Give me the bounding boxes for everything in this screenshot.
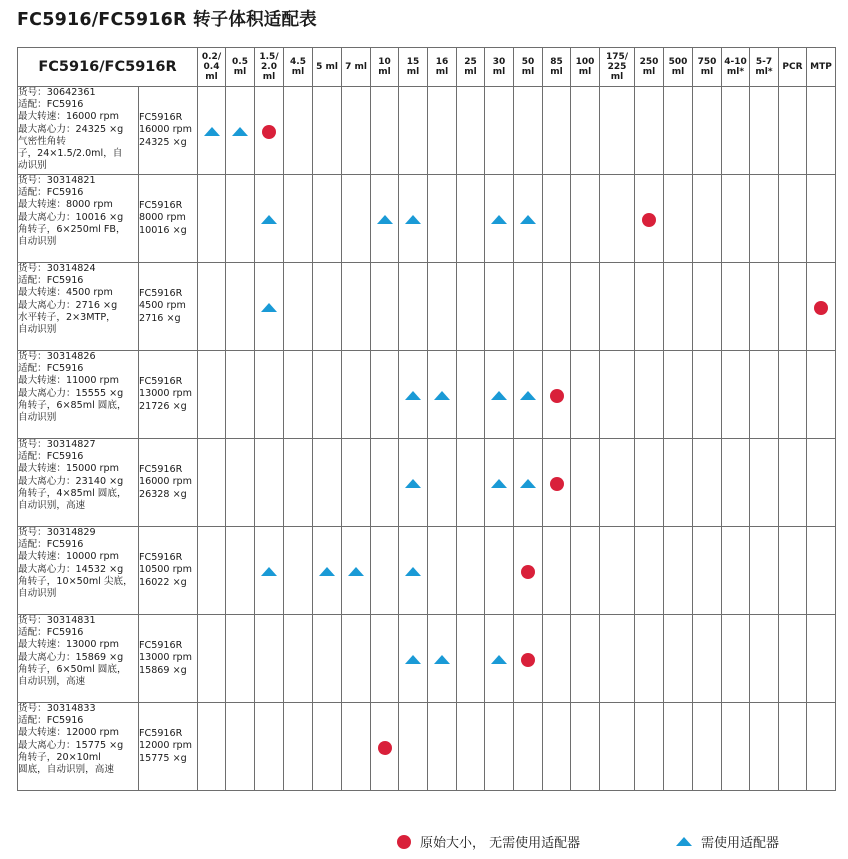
rotor-description: 货号：30314827 适配：FC5916 最大转速：15000 rpm 最大离心力：23140 ×g 角转子，4×85ml 圆底， 自动识别，高速 <box>18 439 139 527</box>
compat-cell <box>514 615 543 703</box>
compat-cell <box>255 175 284 263</box>
compat-cell <box>255 527 284 615</box>
table-row <box>18 615 836 703</box>
compat-cell <box>600 615 635 703</box>
compat-cell <box>399 351 428 439</box>
compat-cell <box>198 527 226 615</box>
compat-cell <box>543 703 571 791</box>
compat-cell <box>313 263 342 351</box>
compat-cell <box>255 615 284 703</box>
compat-cell <box>428 175 457 263</box>
compat-cell <box>428 351 457 439</box>
compat-cell <box>198 703 226 791</box>
compat-cell <box>693 351 722 439</box>
blue-triangle-icon <box>204 127 220 136</box>
compat-cell <box>779 527 807 615</box>
model-spec: FC5916R 13000 rpm 15869 ×g <box>139 615 198 703</box>
compat-cell <box>722 263 750 351</box>
compat-cell <box>571 527 600 615</box>
compat-cell <box>399 439 428 527</box>
compat-cell <box>722 351 750 439</box>
table-row <box>18 703 836 791</box>
blue-triangle-icon <box>377 215 393 224</box>
compat-cell <box>284 87 313 175</box>
compat-cell <box>255 87 284 175</box>
volume-header: 30 ml <box>485 48 514 87</box>
compat-cell <box>284 263 313 351</box>
red-dot-icon <box>550 477 564 491</box>
compat-cell <box>543 175 571 263</box>
compat-cell <box>371 439 399 527</box>
compat-cell <box>722 615 750 703</box>
compat-cell <box>722 87 750 175</box>
compat-cell <box>543 87 571 175</box>
compat-cell <box>342 615 371 703</box>
compat-cell <box>399 527 428 615</box>
model-spec: FC5916R 8000 rpm 10016 ×g <box>139 175 198 263</box>
compat-cell <box>255 439 284 527</box>
compat-cell <box>543 351 571 439</box>
legend-tri-label: 需使用适配器 <box>701 836 780 851</box>
compat-cell <box>342 87 371 175</box>
compat-cell <box>543 527 571 615</box>
blue-triangle-icon <box>405 391 421 400</box>
compat-cell <box>571 175 600 263</box>
compat-cell <box>428 615 457 703</box>
compat-cell <box>779 615 807 703</box>
compat-cell <box>779 87 807 175</box>
compat-cell <box>750 439 779 527</box>
compat-cell <box>371 351 399 439</box>
compat-cell <box>399 703 428 791</box>
compat-cell <box>342 175 371 263</box>
compat-cell <box>693 87 722 175</box>
volume-header: 750 ml <box>693 48 722 87</box>
model-spec: FC5916R 12000 rpm 15775 ×g <box>139 703 198 791</box>
volume-header: MTP <box>807 48 836 87</box>
blue-triangle-icon <box>434 655 450 664</box>
page-title: FC5916/FC5916R 转子体积适配表 <box>17 10 317 30</box>
compat-cell <box>600 703 635 791</box>
compat-cell <box>514 527 543 615</box>
volume-header: 25 ml <box>457 48 485 87</box>
compat-cell <box>693 175 722 263</box>
compat-cell <box>693 439 722 527</box>
rotor-description: 货号：30314821 适配：FC5916 最大转速：8000 rpm 最大离心力：10016 ×g 角转子，6×250ml FB， 自动识别 <box>18 175 139 263</box>
volume-header: 5-7 ml* <box>750 48 779 87</box>
rotor-description: 货号：30314829 适配：FC5916 最大转速：10000 rpm 最大离心力：14532 ×g 角转子，10×50ml 尖底， 自动识别 <box>18 527 139 615</box>
compat-cell <box>428 263 457 351</box>
compat-cell <box>313 615 342 703</box>
compat-cell <box>664 175 693 263</box>
blue-triangle-icon <box>348 567 364 576</box>
blue-triangle-icon <box>520 215 536 224</box>
compat-cell <box>399 615 428 703</box>
compat-cell <box>198 615 226 703</box>
compat-cell <box>664 351 693 439</box>
compat-cell <box>750 527 779 615</box>
blue-triangle-icon <box>405 479 421 488</box>
compat-cell <box>399 87 428 175</box>
compat-cell <box>693 263 722 351</box>
compat-cell <box>342 439 371 527</box>
volume-header: 15 ml <box>399 48 428 87</box>
compat-cell <box>313 351 342 439</box>
compat-cell <box>664 527 693 615</box>
compat-cell <box>750 351 779 439</box>
compat-cell <box>635 175 664 263</box>
blue-triangle-icon <box>319 567 335 576</box>
volume-header: 100 ml <box>571 48 600 87</box>
table-row <box>18 351 836 439</box>
compat-cell <box>313 527 342 615</box>
rotor-description: 货号：30642361 适配：FC5916 最大转速：16000 rpm 最大离心力：24325 ×g 气密性角转 子，24×1.5/2.0ml，自 动识别 <box>18 87 139 175</box>
compat-cell <box>807 439 836 527</box>
compat-cell <box>514 703 543 791</box>
blue-triangle-icon <box>491 215 507 224</box>
compat-cell <box>485 703 514 791</box>
compat-cell <box>600 351 635 439</box>
compat-cell <box>226 263 255 351</box>
compat-cell <box>485 439 514 527</box>
compat-cell <box>514 263 543 351</box>
compat-cell <box>198 351 226 439</box>
compat-cell <box>807 175 836 263</box>
volume-header: 4.5 ml <box>284 48 313 87</box>
compat-cell <box>600 87 635 175</box>
compat-cell <box>750 87 779 175</box>
compat-cell <box>226 703 255 791</box>
compat-cell <box>664 87 693 175</box>
compat-cell <box>485 87 514 175</box>
blue-triangle-icon <box>405 215 421 224</box>
model-spec: FC5916R 10500 rpm 16022 ×g <box>139 527 198 615</box>
blue-triangle-icon <box>520 479 536 488</box>
compat-cell <box>371 615 399 703</box>
red-dot-icon <box>550 389 564 403</box>
compat-cell <box>457 703 485 791</box>
compat-cell <box>313 439 342 527</box>
compat-cell <box>600 439 635 527</box>
compat-cell <box>779 351 807 439</box>
blue-triangle-icon <box>491 479 507 488</box>
compat-cell <box>571 351 600 439</box>
compat-cell <box>722 175 750 263</box>
compat-cell <box>779 175 807 263</box>
compat-cell <box>722 527 750 615</box>
compat-cell <box>514 87 543 175</box>
compat-cell <box>313 87 342 175</box>
table-row <box>18 439 836 527</box>
compat-cell <box>342 351 371 439</box>
compat-cell <box>635 351 664 439</box>
rotor-description: 货号：30314831 适配：FC5916 最大转速：13000 rpm 最大离心力：15869 ×g 角转子，6×50ml 圆底， 自动识别，高速 <box>18 615 139 703</box>
compat-cell <box>693 527 722 615</box>
compat-cell <box>485 351 514 439</box>
compat-cell <box>635 439 664 527</box>
compat-cell <box>779 439 807 527</box>
rotor-compatibility-table <box>17 47 836 791</box>
compat-cell <box>457 351 485 439</box>
compat-cell <box>750 703 779 791</box>
compat-cell <box>600 175 635 263</box>
rotor-description: 货号：30314826 适配：FC5916 最大转速：11000 rpm 最大离心力：15555 ×g 角转子，6×85ml 圆底， 自动识别 <box>18 351 139 439</box>
blue-triangle-icon <box>405 655 421 664</box>
compat-cell <box>635 527 664 615</box>
compat-cell <box>664 703 693 791</box>
compat-cell <box>807 87 836 175</box>
compat-cell <box>428 703 457 791</box>
volume-header: 1.5/ 2.0 ml <box>255 48 284 87</box>
compat-cell <box>198 87 226 175</box>
compat-cell <box>198 175 226 263</box>
compat-cell <box>571 263 600 351</box>
compat-cell <box>457 87 485 175</box>
blue-triangle-icon <box>520 391 536 400</box>
compat-cell <box>807 703 836 791</box>
table-row <box>18 87 836 175</box>
volume-header: PCR <box>779 48 807 87</box>
compat-cell <box>371 703 399 791</box>
compat-cell <box>198 263 226 351</box>
compat-cell <box>664 615 693 703</box>
compat-cell <box>371 263 399 351</box>
volume-header: 16 ml <box>428 48 457 87</box>
compat-cell <box>255 703 284 791</box>
compat-cell <box>635 703 664 791</box>
compat-cell <box>226 175 255 263</box>
compat-cell <box>457 527 485 615</box>
compat-cell <box>514 351 543 439</box>
compat-cell <box>313 703 342 791</box>
compat-cell <box>543 615 571 703</box>
compat-cell <box>342 527 371 615</box>
volume-header: 0.2/ 0.4 ml <box>198 48 226 87</box>
model-spec: FC5916R 4500 rpm 2716 ×g <box>139 263 198 351</box>
blue-triangle-icon <box>261 215 277 224</box>
compat-cell <box>635 263 664 351</box>
compat-cell <box>457 263 485 351</box>
compat-cell <box>543 439 571 527</box>
compat-cell <box>428 527 457 615</box>
blue-triangle-icon <box>261 303 277 312</box>
compat-cell <box>779 263 807 351</box>
compat-cell <box>457 615 485 703</box>
blue-triangle-icon <box>261 567 277 576</box>
red-dot-icon <box>262 125 276 139</box>
blue-triangle-icon <box>491 391 507 400</box>
compat-cell <box>600 527 635 615</box>
volume-header: 0.5 ml <box>226 48 255 87</box>
legend-original-size <box>397 832 580 851</box>
compat-cell <box>226 351 255 439</box>
red-dot-icon <box>814 301 828 315</box>
compat-cell <box>571 439 600 527</box>
compat-cell <box>514 175 543 263</box>
compat-cell <box>543 263 571 351</box>
volume-header: 250 ml <box>635 48 664 87</box>
compat-cell <box>693 703 722 791</box>
compat-cell <box>284 703 313 791</box>
blue-triangle-icon <box>676 837 692 846</box>
compat-cell <box>399 263 428 351</box>
blue-triangle-icon <box>434 391 450 400</box>
red-dot-icon <box>397 835 411 849</box>
compat-cell <box>428 87 457 175</box>
compat-cell <box>750 175 779 263</box>
table-row <box>18 175 836 263</box>
compat-cell <box>750 615 779 703</box>
compat-cell <box>571 87 600 175</box>
compat-cell <box>693 615 722 703</box>
compat-cell <box>807 263 836 351</box>
volume-header: 50 ml <box>514 48 543 87</box>
compat-cell <box>226 615 255 703</box>
volume-header: 175/ 225 ml <box>600 48 635 87</box>
compat-cell <box>284 527 313 615</box>
red-dot-icon <box>642 213 656 227</box>
blue-triangle-icon <box>405 567 421 576</box>
compat-cell <box>226 439 255 527</box>
compat-cell <box>485 175 514 263</box>
model-spec: FC5916R 16000 rpm 26328 ×g <box>139 439 198 527</box>
red-dot-icon <box>521 565 535 579</box>
compat-cell <box>371 87 399 175</box>
compat-cell <box>226 87 255 175</box>
compat-cell <box>198 439 226 527</box>
volume-header: 5 ml <box>313 48 342 87</box>
table-row <box>18 263 836 351</box>
compat-cell <box>485 527 514 615</box>
compat-cell <box>779 703 807 791</box>
legend-dot-label: 原始大小， 无需使用适配器 <box>420 836 581 851</box>
compat-cell <box>342 703 371 791</box>
volume-header: 85 ml <box>543 48 571 87</box>
compat-cell <box>284 351 313 439</box>
compat-cell <box>635 87 664 175</box>
legend-adapter-required <box>676 832 779 851</box>
compat-cell <box>284 615 313 703</box>
compat-cell <box>371 175 399 263</box>
volume-header: 500 ml <box>664 48 693 87</box>
compat-cell <box>750 263 779 351</box>
red-dot-icon <box>521 653 535 667</box>
model-spec: FC5916R 13000 rpm 21726 ×g <box>139 351 198 439</box>
compat-cell <box>457 439 485 527</box>
compat-cell <box>371 527 399 615</box>
compat-cell <box>485 615 514 703</box>
compat-cell <box>226 527 255 615</box>
blue-triangle-icon <box>491 655 507 664</box>
compat-cell <box>664 263 693 351</box>
compat-cell <box>313 175 342 263</box>
compat-cell <box>635 615 664 703</box>
table-row <box>18 527 836 615</box>
compat-cell <box>428 439 457 527</box>
compat-cell <box>457 175 485 263</box>
compat-cell <box>807 615 836 703</box>
volume-header: 4-10 ml* <box>722 48 750 87</box>
volume-header: 7 ml <box>342 48 371 87</box>
compat-cell <box>600 263 635 351</box>
compat-cell <box>485 263 514 351</box>
compat-cell <box>722 703 750 791</box>
compat-cell <box>722 439 750 527</box>
compat-cell <box>571 615 600 703</box>
rotor-description: 货号：30314833 适配：FC5916 最大转速：12000 rpm 最大离心力：15775 ×g 角转子，20×10ml 圆底，自动识别，高速 <box>18 703 139 791</box>
blue-triangle-icon <box>232 127 248 136</box>
model-spec: FC5916R 16000 rpm 24325 ×g <box>139 87 198 175</box>
compat-cell <box>284 439 313 527</box>
compat-cell <box>664 439 693 527</box>
compat-cell <box>284 175 313 263</box>
compat-cell <box>514 439 543 527</box>
compat-cell <box>399 175 428 263</box>
compat-cell <box>255 351 284 439</box>
compat-cell <box>807 527 836 615</box>
compat-cell <box>807 351 836 439</box>
rotor-description: 货号：30314824 适配：FC5916 最大转速：4500 rpm 最大离心力：2716 ×g 水平转子，2×3MTP， 自动识别 <box>18 263 139 351</box>
volume-header: 10 ml <box>371 48 399 87</box>
red-dot-icon <box>378 741 392 755</box>
compat-cell <box>571 703 600 791</box>
table-corner-title: FC5916/FC5916R <box>18 48 198 87</box>
compat-cell <box>255 263 284 351</box>
compat-cell <box>342 263 371 351</box>
